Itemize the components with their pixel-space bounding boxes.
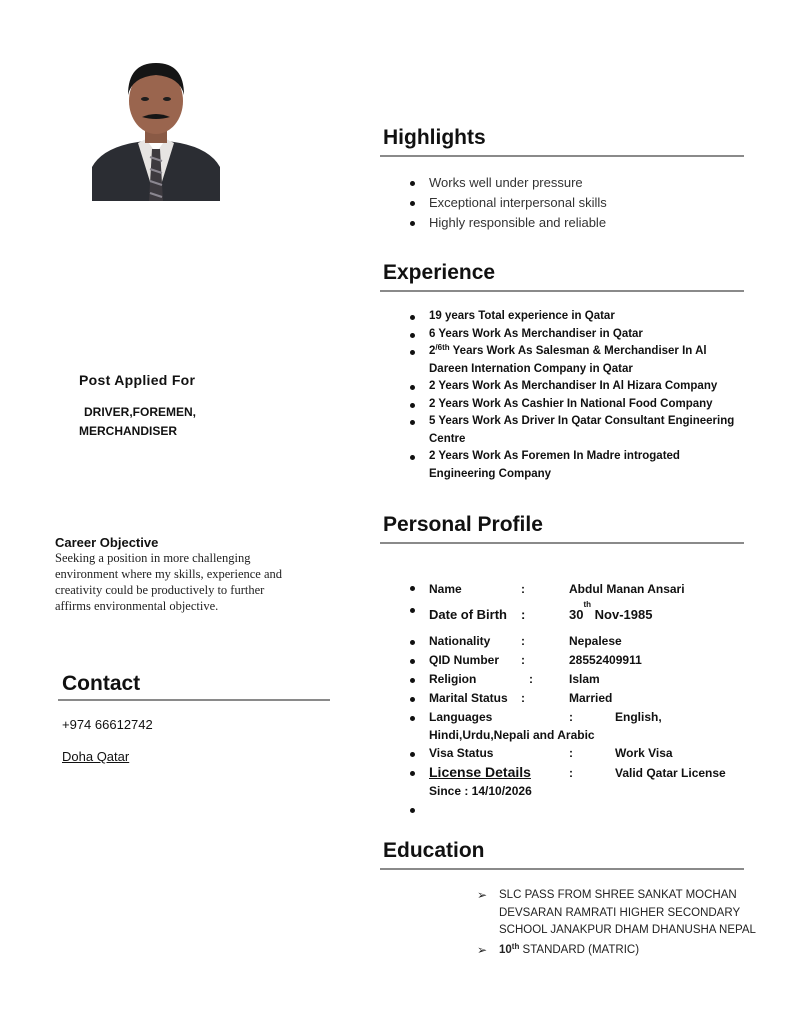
education-heading: Education (383, 839, 485, 862)
profile-row-visa: Visa Status : Work Visa (407, 744, 747, 763)
profile-row-empty (407, 800, 747, 819)
post-applied-value (79, 403, 229, 441)
list-item: Exceptional interpersonal skills (407, 193, 607, 213)
personal-profile-list (407, 578, 747, 819)
profile-row-marital: Marital Status : Married (407, 689, 747, 708)
arrow-bullet-icon: ➢ (477, 888, 488, 902)
highlights-heading: Highlights (383, 126, 486, 149)
post-line-2: MERCHANDISER (79, 424, 178, 438)
post-applied-heading: Post Applied For (79, 372, 196, 388)
list-item: 2 Years Work As Cashier In National Food Company (407, 396, 747, 414)
personal-profile-divider (380, 542, 744, 544)
highlights-divider (380, 155, 744, 157)
list-item: Highly responsible and reliable (407, 213, 607, 233)
profile-row-dob: Date of Birth : 30th Nov-1985 (407, 600, 747, 630)
profile-row-languages: Languages : English, Hindi,Urdu,Nepali and Arabic (407, 708, 747, 744)
profile-row-nationality: Nationality : Nepalese (407, 632, 747, 651)
arrow-bullet-icon: ➢ (477, 942, 488, 957)
contact-divider (58, 699, 330, 701)
list-item: 2 Years Work As Foremen In Madre introgated Engineering Company (407, 448, 747, 483)
contact-heading: Contact (62, 672, 141, 695)
list-item: ➢ 10th STANDARD (MATRIC) (477, 942, 757, 960)
list-item: 19 years Total experience in Qatar (407, 308, 747, 326)
profile-row-name: Name : Abdul Manan Ansari (407, 578, 747, 600)
profile-row-license: License Details : Valid Qatar License Since : 14/10/2026 (407, 763, 747, 800)
experience-divider (380, 290, 744, 292)
profile-row-qid: QID Number : 28552409911 (407, 651, 747, 670)
career-objective-heading: Career Objective (55, 535, 159, 550)
contact-city-link[interactable]: Doha Qatar (62, 749, 130, 764)
contact-phone: +974 66612742 (62, 717, 153, 732)
list-item: Works well under pressure (407, 173, 607, 193)
experience-heading: Experience (383, 261, 496, 284)
education-list (477, 887, 757, 959)
career-objective-text: Seeking a position in more challenging environment where my skills, experience and creativity could be productively to further affirms environmental objective. (55, 551, 283, 613)
personal-profile-heading: Personal Profile (383, 513, 543, 536)
list-item: $2^{/6th}$ Years Work As Salesman & Merchandiser In Al Dareen Internation Company in Qatar (407, 343, 747, 378)
post-line-1: DRIVER,FOREMEN, (84, 405, 197, 419)
list-item: 2 Years Work As Merchandiser In Al Hizara Company (407, 378, 747, 396)
highlights-list (407, 173, 607, 233)
list-item: ➢ SLC PASS FROM SHREE SANKAT MOCHAN DEVSARAN RAMRATI HIGHER SECONDARY SCHOOL JANAKPUR DHAM DHANUSHA NEPAL (477, 888, 756, 936)
profile-photo (92, 57, 220, 201)
list-item: 6 Years Work As Merchandiser in Qatar (407, 326, 747, 344)
experience-list (407, 308, 747, 483)
profile-row-religion: Religion : Islam (407, 670, 747, 689)
education-divider (380, 868, 744, 870)
list-item: 5 Years Work As Driver In Qatar Consultant Engineering Centre (407, 413, 747, 448)
